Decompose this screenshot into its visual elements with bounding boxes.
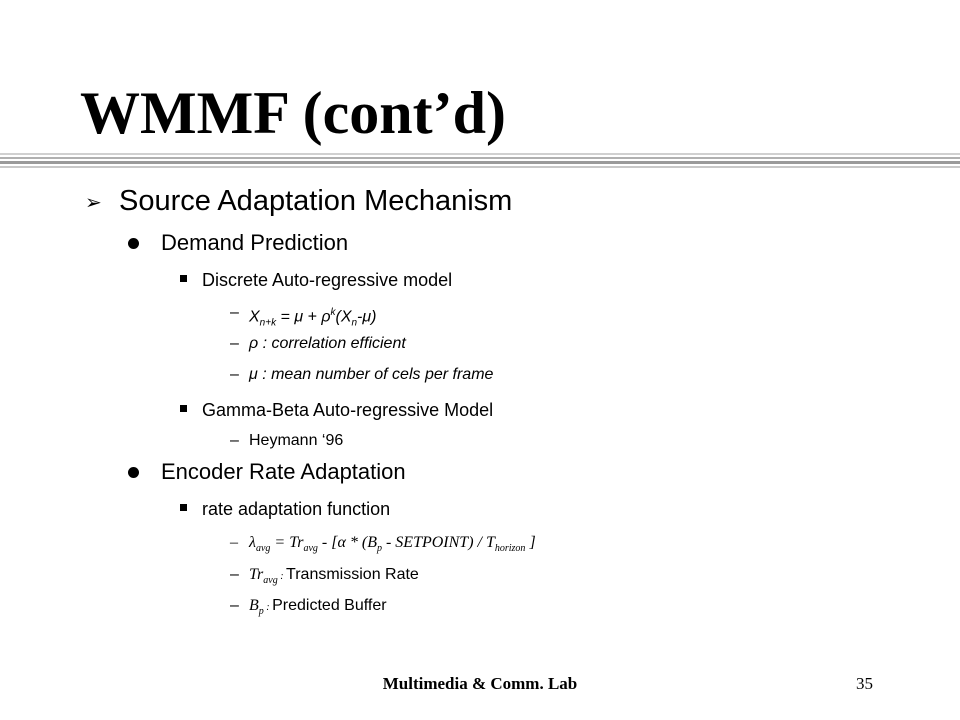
tr-text: Transmission Rate [286,566,419,583]
bullet-text: Heymann ‘96 [249,432,344,449]
slide-title: WMMF (cont’d) [80,80,506,146]
square-bullet-icon [180,275,187,282]
rho-symbol: ρ [249,335,259,352]
dash-bullet-icon: – [230,304,239,321]
rate-equation: $\lambda_{avg} = Tr_{avg} - [\alpha * (B_p$ - SETPOINT) / $T_{horizon}$ ] [249,534,536,555]
footer-lab-name: Multimedia & Comm. Lab [382,674,578,693]
bullet-text: rate adaptation function [202,499,391,519]
page-number: 35 [856,674,873,693]
bp-text: Predicted Buffer [272,597,387,614]
round-bullet-icon [128,467,139,478]
bullet-text: Source Adaptation Mechanism [119,185,513,217]
dash-bullet-icon: – [230,432,239,449]
rho-text: : correlation efficient [258,335,406,352]
dash-bullet-icon: – [230,597,239,614]
arrow-bullet-icon: ➢ [85,192,102,214]
bp-symbol: B [249,597,259,614]
mu-text: : mean number of cels per frame [257,366,494,383]
discrete-equation: $X_{n+k} = \mu + \rho^k(X_n-\mu)$ [249,307,377,329]
dash-bullet-icon: – [230,366,239,383]
dash-bullet-icon: – [230,566,239,583]
mu-symbol: μ [249,366,258,383]
bullet-text: Gamma-Beta Auto-regressive Model [202,400,494,420]
square-bullet-icon [180,405,187,412]
bullet-text: Demand Prediction [161,230,349,255]
square-bullet-icon [180,504,187,511]
tr-symbol: Tr [249,566,264,583]
dash-bullet-icon: – [230,335,239,352]
round-bullet-icon [128,238,139,249]
bullet-text: Discrete Auto-regressive model [202,270,453,290]
dash-bullet-icon: – [230,534,238,551]
bullet-text: Encoder Rate Adaptation [161,459,406,484]
